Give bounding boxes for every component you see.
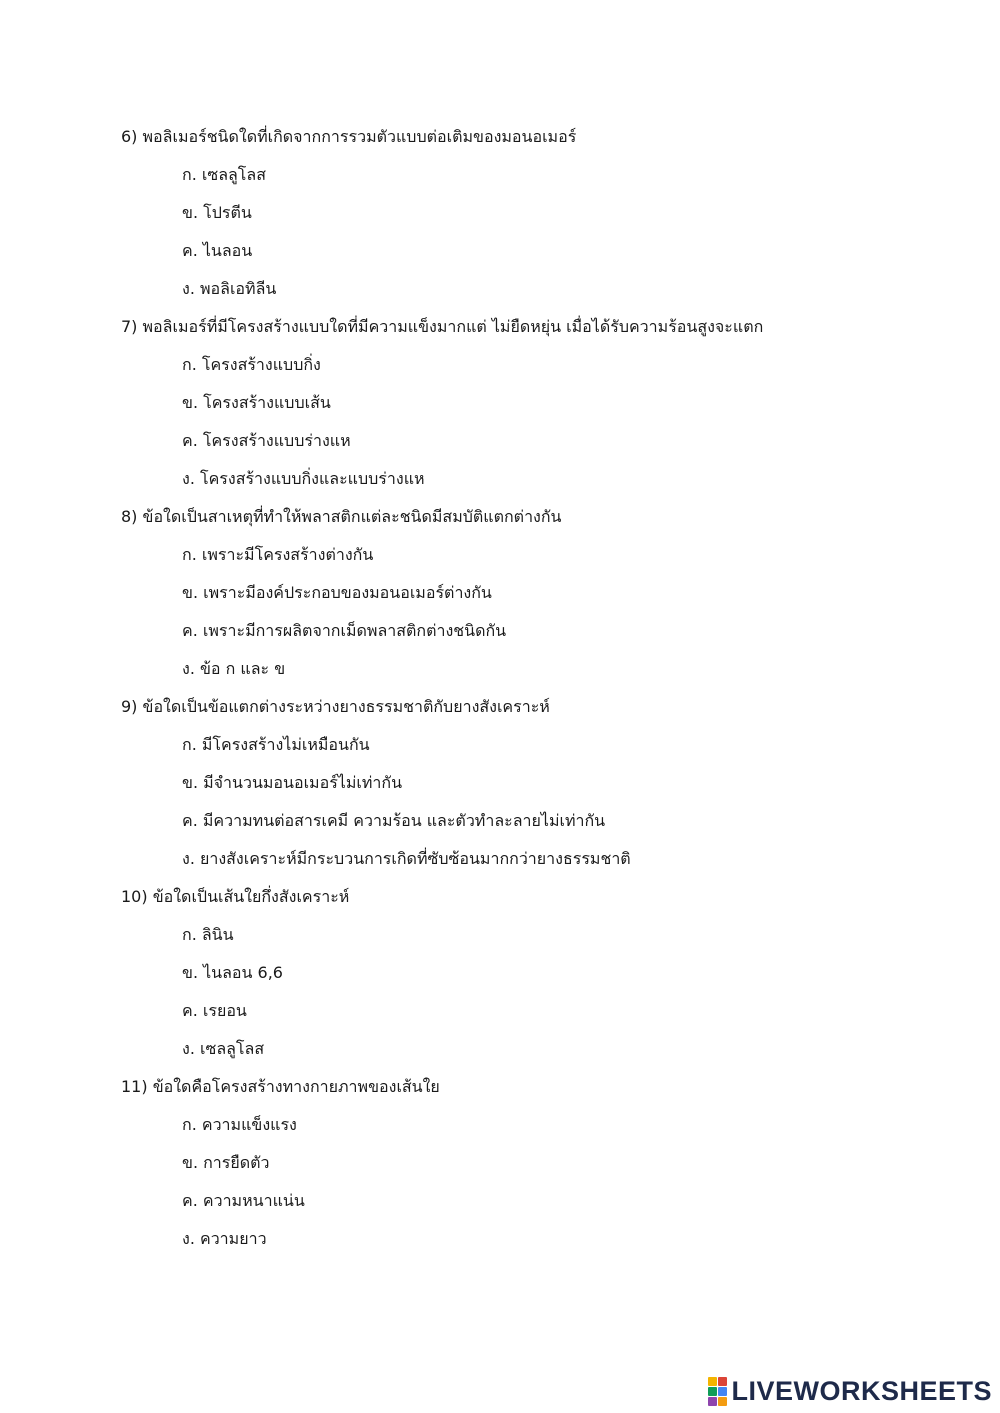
choice-b: ข. การยืดตัว (182, 1153, 270, 1172)
liveworksheets-watermark (708, 1375, 992, 1407)
logo-tile (718, 1387, 727, 1396)
choice-d: ง. ข้อ ก และ ข (182, 659, 286, 678)
choice-c: ค. ไนลอน (182, 241, 253, 260)
choice-d: ง. เซลลูโลส (182, 1039, 265, 1058)
question-11 (121, 1068, 981, 1258)
choice-c: ค. เรยอน (182, 1001, 247, 1020)
choice-d: ง. ยางสังเคราะห์มีกระบวนการเกิดที่ซับซ้อนมากกว่ายางธรรมชาติ (182, 849, 631, 868)
logo-tile (708, 1377, 717, 1386)
question-text: 6) พอลิเมอร์ชนิดใดที่เกิดจากการรวมตัวแบบต่อเติมของมอนอเมอร์ (121, 127, 577, 146)
logo-tile (708, 1397, 717, 1406)
choice-b: ข. โปรตีน (182, 203, 252, 222)
quiz-list (121, 118, 981, 1258)
choice-a: ก. เซลลูโลส (182, 165, 266, 184)
choice-a: ก. ลินิน (182, 925, 234, 944)
question-6 (121, 118, 981, 308)
choice-b: ข. โครงสร้างแบบเส้น (182, 393, 331, 412)
question-text: 10) ข้อใดเป็นเส้นใยกึ่งสังเคราะห์ (121, 887, 350, 906)
choice-a: ก. มีโครงสร้างไม่เหมือนกัน (182, 735, 370, 754)
choice-c: ค. ความหนาแน่น (182, 1191, 305, 1210)
choice-c: ค. โครงสร้างแบบร่างแห (182, 431, 351, 450)
choice-b: ข. มีจำนวนมอนอเมอร์ไม่เท่ากัน (182, 773, 403, 792)
question-10 (121, 878, 981, 1068)
choice-c: ค. มีความทนต่อสารเคมี ความร้อน และตัวทำละลายไม่เท่ากัน (182, 811, 606, 830)
question-8 (121, 498, 981, 688)
choice-c: ค. เพราะมีการผลิตจากเม็ดพลาสติกต่างชนิดกัน (182, 621, 507, 640)
question-text: 8) ข้อใดเป็นสาเหตุที่ทำให้พลาสติกแต่ละชนิดมีสมบัติแตกต่างกัน (121, 507, 562, 526)
choice-d: ง. พอลิเอทิลีน (182, 279, 277, 298)
question-9 (121, 688, 981, 878)
watermark-text: LIVEWORKSHEETS (731, 1375, 992, 1406)
liveworksheets-logo-icon (708, 1377, 727, 1406)
question-text: 9) ข้อใดเป็นข้อแตกต่างระหว่างยางธรรมชาติกับยางสังเคราะห์ (121, 697, 550, 716)
logo-tile (718, 1397, 727, 1406)
question-7 (121, 308, 981, 498)
logo-tile (718, 1377, 727, 1386)
choice-d: ง. โครงสร้างแบบกิ่งและแบบร่างแห (182, 469, 425, 488)
choice-a: ก. เพราะมีโครงสร้างต่างกัน (182, 545, 374, 564)
question-text: 11) ข้อใดคือโครงสร้างทางกายภาพของเส้นใย (121, 1077, 440, 1096)
choice-b: ข. เพราะมีองค์ประกอบของมอนอเมอร์ต่างกัน (182, 583, 492, 602)
choice-a: ก. โครงสร้างแบบกิ่ง (182, 355, 321, 374)
question-text: 7) พอลิเมอร์ที่มีโครงสร้างแบบใดที่มีความแข็งมากแต่ ไม่ยืดหยุ่น เมื่อได้รับความร้อนสูงจะแตก (121, 317, 764, 336)
logo-tile (708, 1387, 717, 1396)
choice-d: ง. ความยาว (182, 1229, 267, 1248)
choice-a: ก. ความแข็งแรง (182, 1115, 297, 1134)
choice-b: ข. ไนลอน 6,6 (182, 963, 283, 982)
